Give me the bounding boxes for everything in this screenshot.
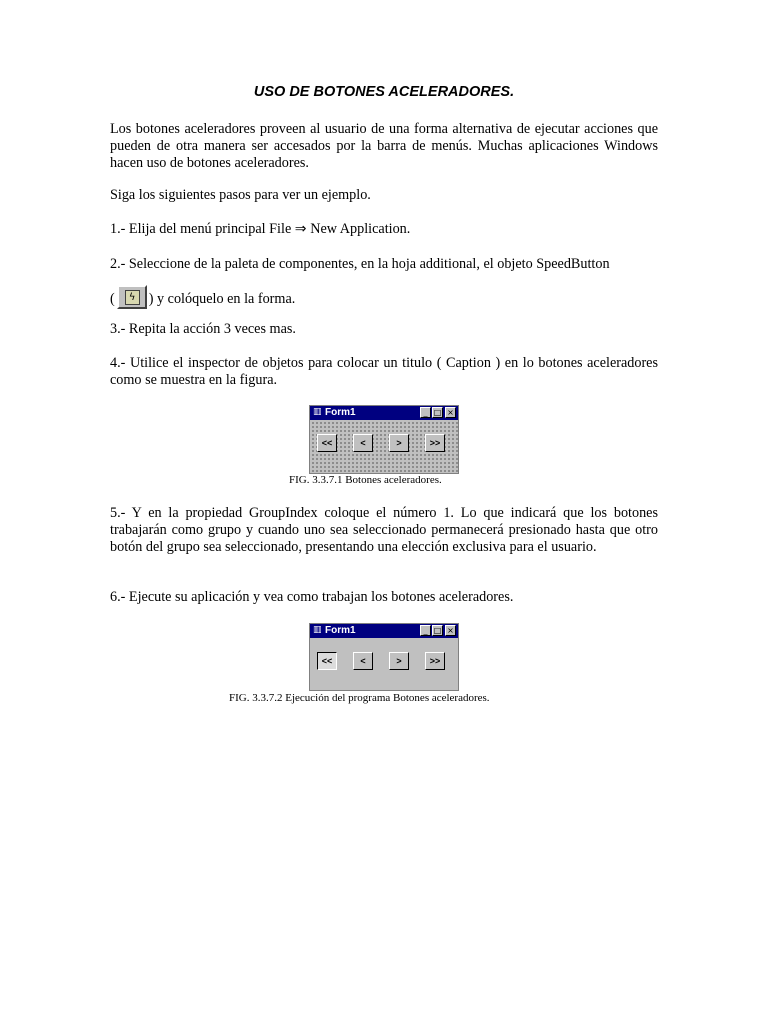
step-4: 4.- Utilice el inspector de objetos para colocar un titulo ( Caption ) en lo botones aceleradores como se muestra en la figura. xyxy=(110,355,658,388)
follow-steps-text: Siga los siguientes pasos para ver un ejemplo. xyxy=(110,187,371,203)
speedbutton-last[interactable]: >> xyxy=(425,434,445,452)
window-title: Form1 xyxy=(325,407,356,418)
maximize-button[interactable]: □ xyxy=(433,408,442,417)
step-6: 6.- Ejecute su aplicación y vea como trabajan los botones aceleradores. xyxy=(110,589,514,605)
step-2-open-paren: ( xyxy=(110,291,115,307)
step-1 xyxy=(110,221,410,238)
form1-runtime-titlebar xyxy=(310,624,458,638)
lightning-icon: ϟ xyxy=(125,290,140,305)
figure-2-caption: FIG. 3.3.7.2 Ejecución del programa Botones aceleradores. xyxy=(229,692,490,704)
close-button[interactable]: × xyxy=(445,407,456,418)
form1-design-client xyxy=(310,420,458,473)
speedbutton-next[interactable]: > xyxy=(389,434,409,452)
speedbutton-last[interactable]: >> xyxy=(425,652,445,670)
speedbutton-next[interactable]: > xyxy=(389,652,409,670)
minimize-button[interactable]: _ xyxy=(420,407,431,418)
minimize-button[interactable]: _ xyxy=(420,625,431,636)
figure-1-caption: FIG. 3.3.7.1 Botones aceleradores. xyxy=(289,474,442,486)
step-2-line-2 xyxy=(110,285,295,309)
step-3: 3.- Repita la acción 3 veces mas. xyxy=(110,321,296,337)
implies-arrow-icon: ⇒ xyxy=(294,221,307,237)
step-1-suffix: New Application. xyxy=(310,221,411,237)
close-button[interactable]: × xyxy=(445,625,456,636)
speedbutton-prev[interactable]: < xyxy=(353,652,373,670)
form1-runtime-client xyxy=(310,638,458,690)
speedbutton-first[interactable]: << xyxy=(317,434,337,452)
speedbutton-prev[interactable]: < xyxy=(353,434,373,452)
form1-runtime-window xyxy=(309,623,459,691)
form-icon: ▥ xyxy=(313,407,322,417)
step-1-prefix: 1.- Elija del menú principal File xyxy=(110,221,292,237)
page-title: USO DE BOTONES ACELERADORES. xyxy=(253,84,515,100)
form-icon: ▥ xyxy=(313,625,322,635)
step-5: 5.- Y en la propiedad GroupIndex coloque el número 1. Lo que indicará que los botones trabajarán como grupo y cuando uno sea seleccionado permanecerá presionado hasta que otro botón del grupo sea seleccionado, presentando una elección exclusiva para el usuario. xyxy=(110,505,658,555)
intro-paragraph: Los botones aceleradores proveen al usuario de una forma alternativa de ejecutar acciones que pueden de otra manera ser accesados por la barra de menús. Muchas aplicaciones Windows hacen uso de botones aceleradores. xyxy=(110,121,658,171)
window-title: Form1 xyxy=(325,625,356,636)
maximize-button[interactable]: □ xyxy=(433,626,442,635)
step-2-line-1: 2.- Seleccione de la paleta de componentes, en la hoja additional, el objeto SpeedButton xyxy=(110,256,610,272)
form1-design-window xyxy=(309,405,459,474)
speedbutton-first[interactable]: << xyxy=(317,652,337,670)
speedbutton-icon xyxy=(117,285,147,309)
form1-titlebar xyxy=(310,406,458,420)
step-2-close-text: ) y colóquelo en la forma. xyxy=(148,291,296,307)
